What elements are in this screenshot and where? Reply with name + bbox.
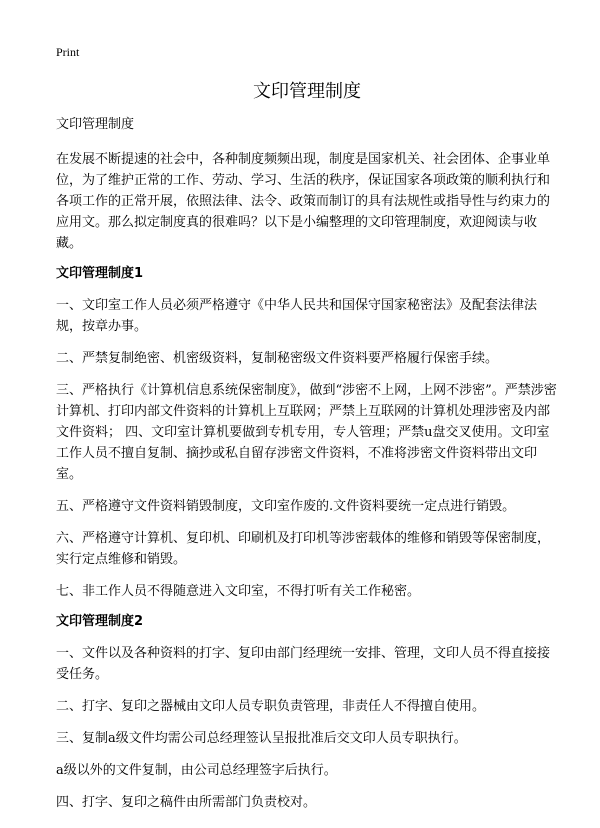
section-2-paragraph: a级以外的文件复制，由公司总经理签字后执行。 <box>56 763 337 778</box>
section-1-paragraph: 七、非工作人员不得随意进入文印室，不得打听有关工作秘密。 <box>56 584 421 599</box>
document-page <box>56 44 558 824</box>
page-title: 文印管理制度 <box>253 81 361 102</box>
section-2-paragraph: 三、复制a级文件均需公司总经理签认呈报批准后交文印人员专职执行。 <box>56 731 467 746</box>
print-link[interactable]: Print <box>56 45 80 59</box>
section-1-paragraph: 二、严禁复制绝密、机密级资料，复制秘密级文件资料要严格履行保密手续。 <box>56 351 499 366</box>
section-2-paragraph: 四、打字、复印之稿件由所需部门负责校对。 <box>56 795 317 810</box>
section-heading-2: 文印管理制度2 <box>56 614 144 629</box>
section-1-paragraph: 一、文印室工作人员必须严格遵守《中华人民共和国保守国家秘密法》及配套法律法规，按章办事。 <box>56 298 538 334</box>
section-1-paragraph: 六、严格遵守计算机、复印机、印刷机及打印机等涉密载体的维修和销毁等保密制度，实行定点维修和销毁。 <box>56 531 551 567</box>
section-1-paragraph: 五、严格遵守文件资料销毁制度，文印室作废的.文件资料要统一定点进行销毁。 <box>56 499 516 514</box>
document-subtitle: 文印管理制度 <box>56 117 135 132</box>
intro-paragraph: 在发展不断提速的社会中，各种制度频频出现，制度是国家机关、社会团体、企事业单位，为了维护正常的工作、劳动、学习、生活的秩序，保证国家各项政策的顺利执行和各项工作的正常开展，依照法律、法令、政策而制订的具有法规性或指导性与约束力的应用文。那么拟定制度真的很难吗？以下是小编整理的文印管理制度，欢迎阅读与收藏。 <box>56 152 551 251</box>
section-1-paragraph: 三、严格执行《计算机信息系统保密制度》，做到“涉密不上网，上网不涉密”。严禁涉密计算机、打印内部文件资料的计算机上互联网；严禁上互联网的计算机处理涉密及内部文件资料； 四、文印室计算机要做到专机专用，专人管理；严禁u盘交叉使用。文印室工作人员不擅自复制、摘抄或私自留存涉密文件资料，不准将涉密文件资料带出文印室。 <box>56 383 557 482</box>
section-2-paragraph: 二、打字、复印之器械由文印人员专职负责管理，非责任人不得擅自使用。 <box>56 699 486 714</box>
section-heading-1: 文印管理制度1 <box>56 266 144 281</box>
section-2-paragraph: 一、文件以及各种资料的打字、复印由部门经理统一安排、管理，文印人员不得直接接受任务。 <box>56 646 551 682</box>
